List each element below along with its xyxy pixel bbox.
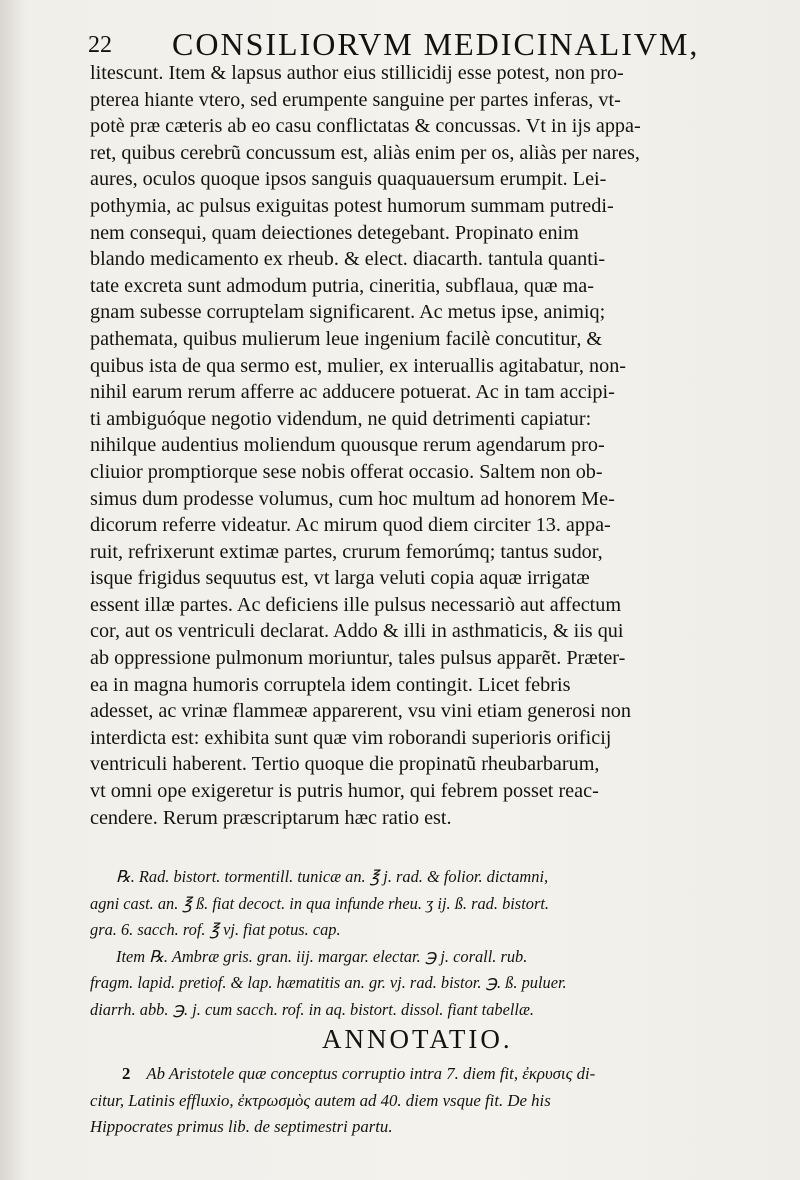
recipe-line: ℞. Rad. bistort. tormentill. tunicæ an. ℥ j. rad. & folior. dictamni, [116,867,549,886]
text-line: simus dum prodesse volumus, cum hoc multum ad honorem Me- [90,487,615,510]
recipe-line: Item ℞. Ambræ gris. gran. iij. margar. electar. ℈ j. corall. rub. [116,946,528,966]
recipe-line: fragm. lapid. pretiof. & lap. hæmatitis an. gr. vj. rad. bistor. ℈. ß. puluer. [90,973,567,993]
text-line: potè præ cæteris ab eo casu conflictatas & concussas. Vt in ijs appa- [90,115,641,138]
text-line: adesset, ac vrinæ flammeæ apparerent, vsu vini etiam generosi non [90,700,631,723]
text-line: vt omni ope exigeretur is putris humor, qui febrem posset reac- [90,780,599,803]
main-text [90,60,762,831]
text-line: essent illæ partes. Ac deficiens ille pulsus necessariò aut affectum [90,593,622,616]
text-line: cliuior promptiorque sese nobis offerat occasio. Saltem non ob- [90,460,603,483]
text-line: cor, aut os ventriculi declarat. Addo & illi in asthmaticis, & iis qui [90,620,624,643]
text-line: pathemata, quibus mulierum leue ingenium facilè concutitur, & [90,327,603,350]
text-line: ab oppressione pulmonum moriuntur, tales pulsus apparẽt. Præter- [90,647,626,670]
text-line: pterea hiante vtero, sed erumpente sanguine per partes inferas, vt- [90,88,621,111]
running-title: CONSILIORVM MEDICINALIVM, [172,26,700,62]
text-line: gnam subesse corruptelam significarent. Ac metus ipse, animiq; [90,301,606,324]
text-line: aures, oculos quoque ipsos sanguis quaquauersum erumpit. Lei- [90,168,607,191]
text-line: pothymia, ac pulsus exiguitas potest humorum summam putredi- [90,194,614,217]
annotation-heading: ANNOTATIO. [322,1024,513,1054]
text-line: ventriculi haberent. Tertio quoque die propinatũ rheubarbarum, [90,753,600,776]
text-line: nihilque audentius moliendum quousque rerum agendarum pro- [90,434,605,457]
text-line: ruit, refrixerunt extimæ partes, crurum femorúmq; tantus sudor, [90,540,603,563]
prescription-block [90,866,762,1026]
page-header [84,22,774,62]
page-number: 22 [88,32,112,58]
text-line: tate excreta sunt admodum putria, cineritia, subflaua, quæ ma- [90,274,594,297]
annotation-marker: 2 [122,1064,131,1083]
text-line: ea in magna humoris corruptela idem contingit. Licet febris [90,673,571,696]
text-line: interdicta est: exhibita sunt quæ vim roborandi superioris orificij [90,726,612,749]
recipe-line: agni cast. an. ℥ ß. fiat decoct. in qua infunde rheu. ʒ ij. ß. rad. bistort. [90,893,549,913]
text-line: dicorum referre videatur. Ac mirum quod diem circiter 13. appa- [90,514,611,537]
text-line: blando medicamento ex rheub. & elect. diacarth. tantula quanti- [90,248,606,271]
annotation-block [90,1062,762,1142]
text-line: litescunt. Item & lapsus author eius stillicidij esse potest, non pro- [90,62,624,84]
text-line: ret, quibus cerebrũ concussum est, aliàs enim per os, aliàs per nares, [90,141,640,164]
annotation-line: Ab Aristotele quæ conceptus corruptio intra 7. diem fit, ἐκρυσις di- [146,1064,596,1083]
text-line: cendere. Rerum præscriptarum hæc ratio est. [90,806,452,829]
annotation-line: citur, Latinis effluxio, ἐκτρωσμὸς autem ad 40. diem vsque fit. De his [90,1090,551,1110]
text-line: ti ambiguóque negotio videndum, ne quid detrimenti capiatur: [90,407,592,430]
annotation-line: Hippocrates primus lib. de septimestri partu. [90,1117,393,1137]
text-line: quibus ista de qua sermo est, mulier, ex interuallis agitabatur, non- [90,354,627,377]
text-line: nem consequi, quam deiectiones detegebant. Propinato enim [90,221,579,244]
text-line: nihil earum rerum afferre ac adducere potuerat. Ac in tam accipi- [90,381,615,404]
text-line: isque frigidus sequutus est, vt larga veluti copia aquæ irrigatæ [90,567,590,590]
recipe-line: gra. 6. sacch. rof. ℥ vj. fiat potus. cap. [90,920,341,940]
recipe-line: diarrh. abb. ℈. j. cum sacch. rof. in aq. bistort. dissol. fiant tabellæ. [90,999,534,1019]
